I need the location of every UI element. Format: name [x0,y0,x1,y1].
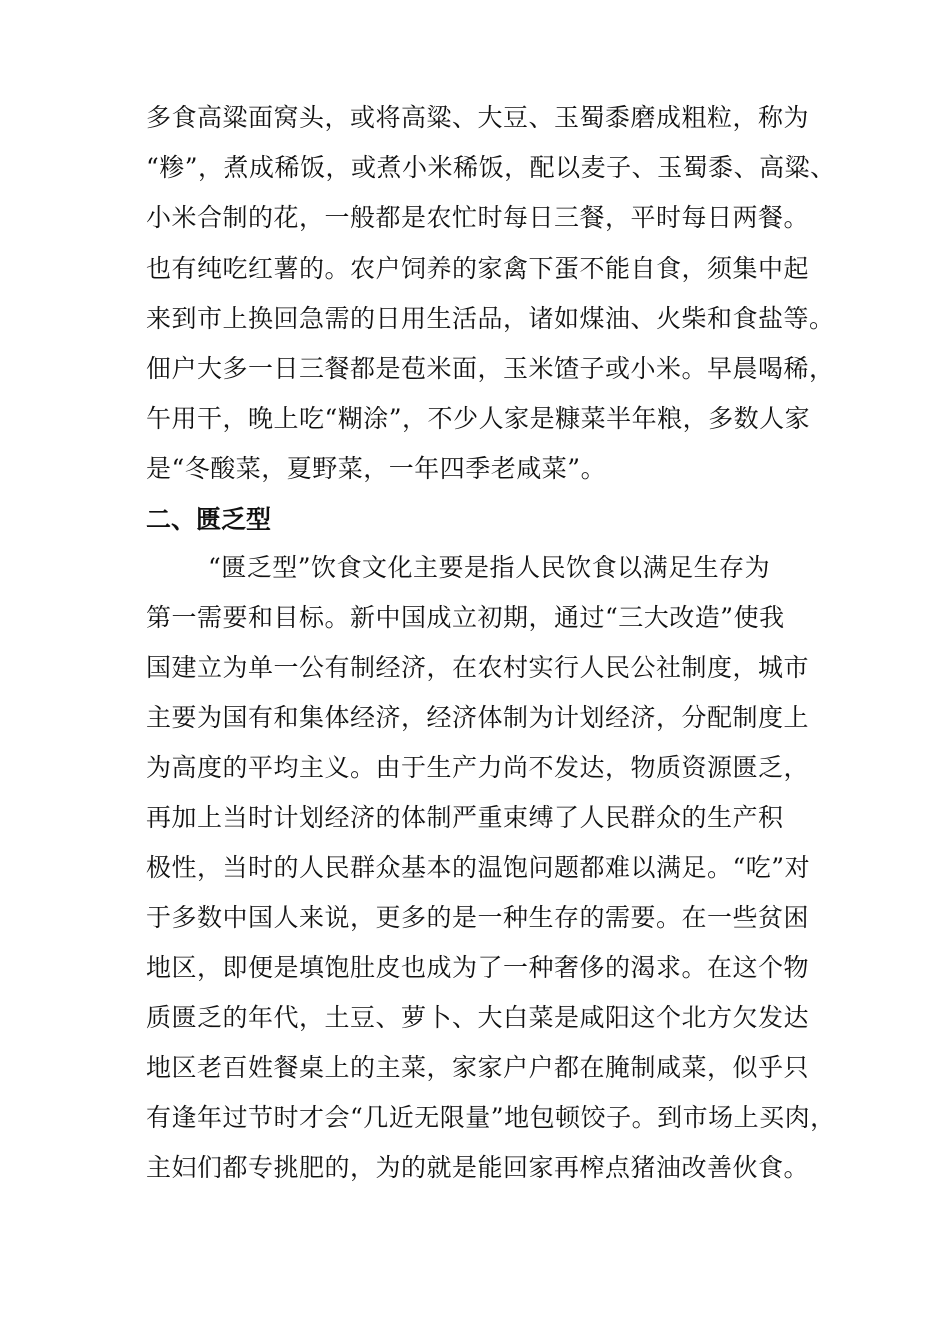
paragraph-line: 为高度的平均主义。由于生产力尚不发达，物质资源匮乏， [146,753,810,782]
paragraph-line: “糁”，煮成稀饭，或煮小米稀饭，配以麦子、玉蜀黍、高粱、 [146,153,836,182]
paragraph-line: 再加上当时计划经济的体制严重束缚了人民群众的生产积 [146,803,784,832]
paragraph-line: 午用干，晚上吃“糊涂”，不少人家是糠菜半年粮，多数人家 [146,404,811,433]
paragraph-line: 有逢年过节时才会“几近无限量”地包顿饺子。到市场上买肉， [146,1103,836,1132]
paragraph-line: 小米合制的花，一般都是农忙时每日三餐，平时每日两餐。 [146,203,810,232]
paragraph-line: 主要为国有和集体经济，经济体制为计划经济，分配制度上 [146,703,810,732]
paragraph-line: 佃户大多一日三餐都是苞米面，玉米馇子或小米。早晨喝稀， [146,354,835,383]
paragraph-line: “匮乏型”饮食文化主要是指人民饮食以满足生存为 [208,553,771,582]
section-heading: 二、匮乏型 [146,505,272,534]
paragraph-line: 国建立为单一公有制经济，在农村实行人民公社制度，城市 [146,653,810,682]
paragraph-line: 也有纯吃红薯的。农户饲养的家禽下蛋不能自食，须集中起 [146,254,810,283]
paragraph-line: 地区，即便是填饱肚皮也成为了一种奢侈的渴求。在这个物 [146,953,810,982]
paragraph-line: 于多数中国人来说，更多的是一种生存的需要。在一些贫困 [146,903,810,932]
paragraph-line: 地区老百姓餐桌上的主菜，家家户户都在腌制咸菜，似乎只 [146,1053,810,1082]
paragraph-line: 多食高粱面窝头，或将高粱、大豆、玉蜀黍磨成粗粒，称为 [146,103,810,132]
paragraph-line: 极性，当时的人民群众基本的温饱问题都难以满足。“吃”对 [146,853,811,882]
paragraph-line: 主妇们都专挑肥的，为的就是能回家再榨点猪油改善伙食。 [146,1153,810,1182]
paragraph-line: 第一需要和目标。新中国成立初期，通过“三大改造”使我 [146,603,785,632]
paragraph-line: 来到市上换回急需的日用生活品，诸如煤油、火柴和食盐等。 [146,304,835,333]
paragraph-line: 质匮乏的年代，土豆、萝卜、大白菜是咸阳这个北方欠发达 [146,1003,810,1032]
paragraph-line: 是“冬酸菜，夏野菜，一年四季老咸菜”。 [146,454,607,483]
